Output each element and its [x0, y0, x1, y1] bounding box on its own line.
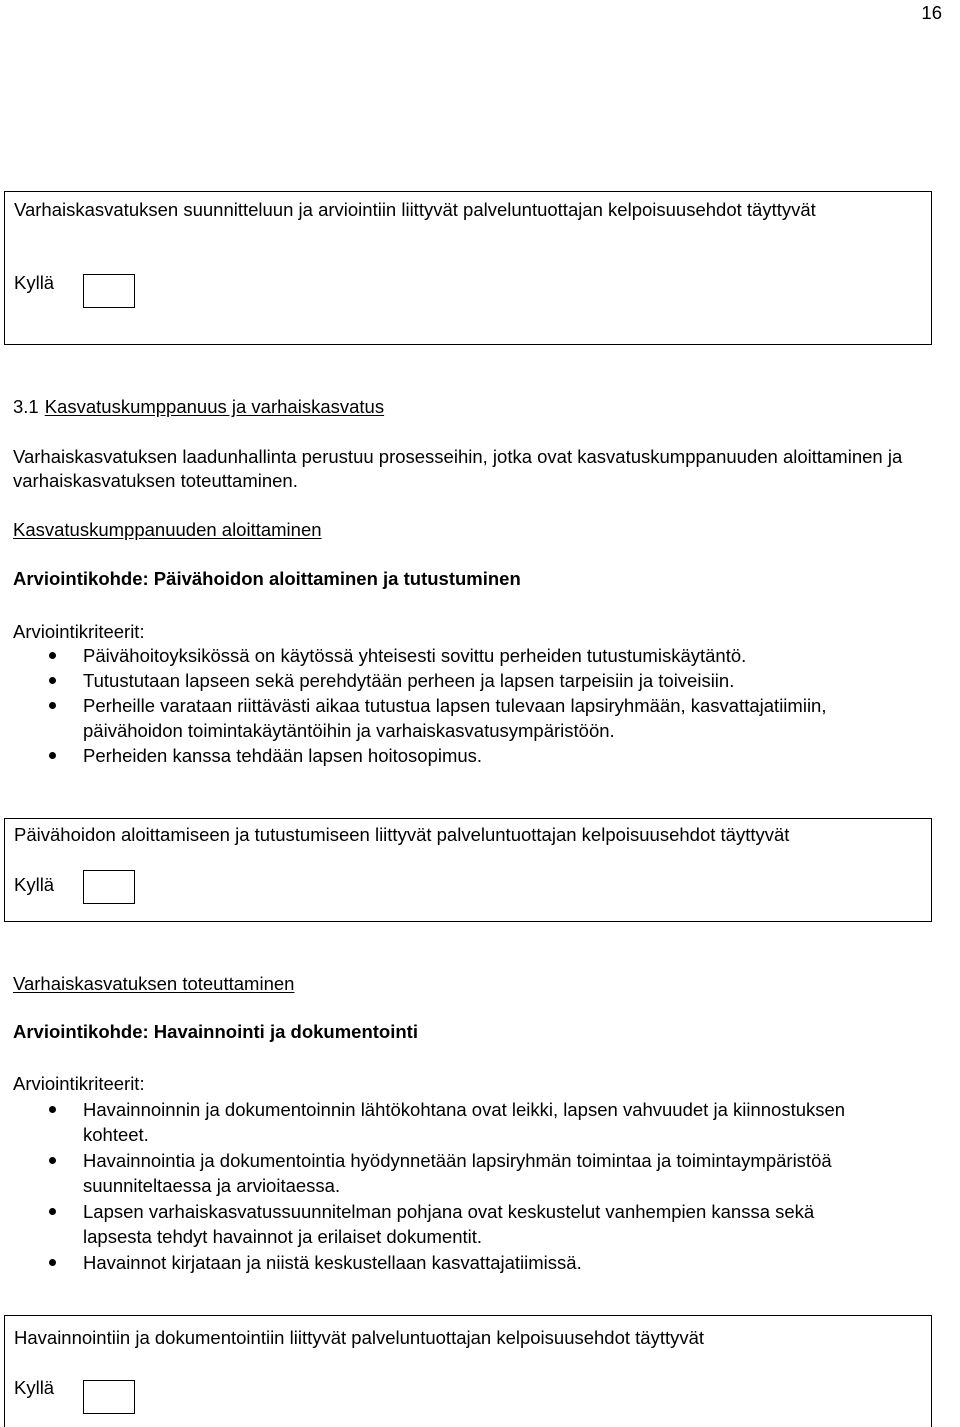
- yes-checkbox[interactable]: [83, 274, 135, 308]
- bullet-icon: [49, 652, 56, 659]
- criteria-item: Perheille varataan riittävästi aikaa tutustua lapsen tulevaan lapsiryhmään, kasvattajatiimiin, päivähoidon toimintakäytäntöihin ja varhaiskasvatusympäristöön.: [13, 693, 913, 743]
- page-number: 16: [921, 2, 942, 23]
- criteria-label: Arviointikriteerit:: [13, 621, 145, 642]
- section-intro: Varhaiskasvatuksen laadunhallinta perustuu prosesseihin, jotka ovat kasvatuskumppanuuden aloittaminen ja varhaiskasvatuksen toteuttaminen.: [13, 446, 903, 491]
- eligibility-statement: Varhaiskasvatuksen suunnitteluun ja arviointiin liittyvät palveluntuottajan kelpoisuusehdot täyttyvät: [14, 199, 816, 220]
- eligibility-statement: Päivähoidon aloittamiseen ja tutustumiseen liittyvät palveluntuottajan kelpoisuusehdot täyttyvät: [14, 824, 790, 845]
- evaluation-target: Arviointikohde: Päivähoidon aloittaminen ja tutustuminen: [13, 568, 521, 589]
- bullet-icon: [49, 1157, 56, 1164]
- criteria-item: Havainnointia ja dokumentointia hyödynnetään lapsiryhmän toimintaa ja toimintaympäristöä suunniteltaessa ja arvioitaessa.: [13, 1148, 863, 1198]
- criteria-item: Havainnot kirjataan ja niistä keskustellaan kasvattajatiimissä.: [13, 1250, 863, 1275]
- criteria-list: [13, 1097, 863, 1276]
- bullet-icon: [49, 677, 56, 684]
- eligibility-statement: Havainnointiin ja dokumentointiin liittyvät palveluntuottajan kelpoisuusehdot täyttyvät: [14, 1327, 705, 1348]
- criteria-list: [13, 643, 913, 768]
- bullet-icon: [49, 702, 56, 709]
- subsection-heading: Varhaiskasvatuksen toteuttaminen: [13, 973, 295, 994]
- yes-checkbox[interactable]: [83, 1380, 135, 1414]
- bullet-icon: [49, 752, 56, 759]
- criteria-item: Lapsen varhaiskasvatussuunnitelman pohjana ovat keskustelut vanhempien kanssa sekä lapsesta tehdyt havainnot ja erilaiset dokumentit.: [13, 1199, 863, 1249]
- eligibility-box-observation: [4, 1315, 932, 1427]
- evaluation-target: Arviointikohde: Havainnointi ja dokumentointi: [13, 1021, 418, 1042]
- section-number: 3.1: [13, 396, 39, 417]
- yes-checkbox[interactable]: [83, 870, 135, 904]
- eligibility-box-daycare-start: [4, 818, 932, 922]
- yes-label: Kyllä: [14, 1377, 55, 1398]
- subsection-heading: Kasvatuskumppanuuden aloittaminen: [13, 519, 322, 540]
- bullet-icon: [49, 1106, 56, 1113]
- criteria-item: Päivähoitoyksikössä on käytössä yhteisesti sovittu perheiden tutustumiskäytäntö.: [13, 643, 913, 668]
- criteria-item: Tutustutaan lapseen sekä perehdytään perheen ja lapsen tarpeisiin ja toiveisiin.: [13, 668, 913, 693]
- section-title: [13, 396, 384, 418]
- criteria-item: Havainnoinnin ja dokumentoinnin lähtökohtana ovat leikki, lapsen vahvuudet ja kiinnostuksen kohteet.: [13, 1097, 863, 1147]
- yes-label: Kyllä: [14, 874, 55, 895]
- section-title-text: Kasvatuskumppanuus ja varhaiskasvatus: [44, 396, 385, 417]
- criteria-item: Perheiden kanssa tehdään lapsen hoitosopimus.: [13, 743, 913, 768]
- yes-label: Kyllä: [14, 272, 55, 293]
- bullet-icon: [49, 1259, 56, 1266]
- bullet-icon: [49, 1208, 56, 1215]
- criteria-label: Arviointikriteerit:: [13, 1073, 145, 1094]
- eligibility-box-planning: [4, 191, 932, 345]
